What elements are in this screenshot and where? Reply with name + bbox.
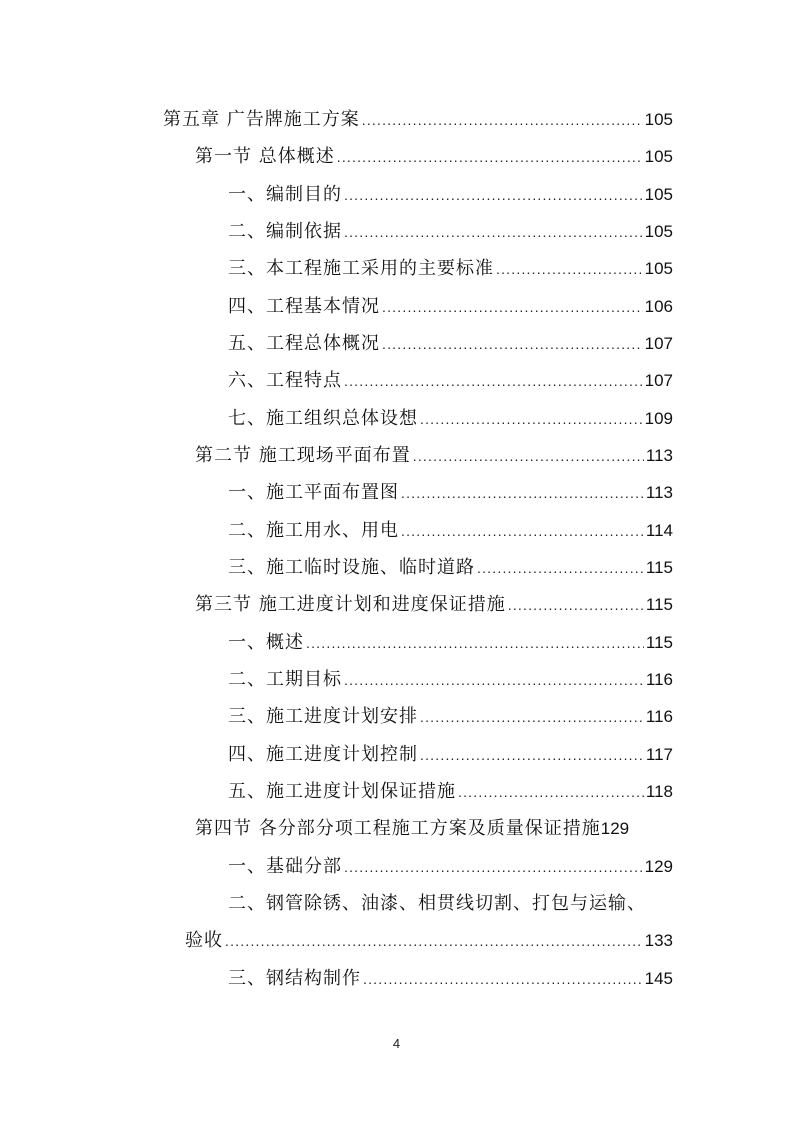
toc-entry[interactable] <box>228 516 673 546</box>
dot-leader <box>420 702 644 732</box>
toc-entry[interactable] <box>228 964 673 994</box>
dot-leader <box>401 516 644 546</box>
toc-entry-label: 五、工程总体概况 <box>228 333 380 354</box>
toc-entry-label: 第五章 广告牌施工方案 <box>163 109 360 130</box>
dot-leader <box>344 366 643 396</box>
toc-entry-label: 第四节 各分部分项工程施工方案及质量保证措施 <box>195 818 601 839</box>
toc-entry[interactable] <box>228 366 673 396</box>
toc-entry[interactable] <box>228 404 673 434</box>
toc-entry-page: 145 <box>644 969 673 988</box>
toc-entry-label: 三、本工程施工采用的主要标准 <box>228 258 494 279</box>
toc-entry[interactable] <box>228 329 673 359</box>
toc-entry[interactable] <box>228 553 673 583</box>
toc-entry-page: 105 <box>644 147 673 166</box>
dot-leader <box>362 105 643 135</box>
toc-entry-page: 105 <box>644 110 673 129</box>
toc-entry-page: 116 <box>645 670 673 689</box>
toc-entry-label: 四、施工进度计划控制 <box>228 744 418 765</box>
toc-entry-page: 129 <box>600 819 630 838</box>
dot-leader <box>458 777 644 807</box>
dot-leader <box>306 628 644 658</box>
toc-entry-page: 133 <box>644 931 673 950</box>
toc-entry-label: 四、工程基本情况 <box>228 296 380 317</box>
toc-entry-page: 113 <box>645 483 673 502</box>
toc-entry-chapter-5[interactable] <box>163 105 673 135</box>
toc-entry[interactable] <box>228 628 673 658</box>
toc-entry-section-3[interactable] <box>195 590 673 620</box>
dot-leader <box>382 292 643 322</box>
toc-entry-section-2[interactable] <box>195 441 673 471</box>
toc-entry-label: 二、钢管除锈、油漆、相贯线切割、打包与运输、 <box>228 893 646 914</box>
dot-leader <box>344 180 643 210</box>
toc-entry-page: 107 <box>644 334 673 353</box>
dot-leader <box>420 740 644 770</box>
toc-entry-label: 一、编制目的 <box>228 184 342 205</box>
toc-entry-label: 五、施工进度计划保证措施 <box>228 781 456 802</box>
toc-entry[interactable] <box>228 292 673 322</box>
toc-entry-label: 二、工期目标 <box>228 669 342 690</box>
toc-entry-page: 129 <box>644 857 673 876</box>
toc-entry[interactable] <box>228 777 673 807</box>
toc-entry[interactable] <box>228 702 673 732</box>
dot-leader <box>337 142 643 172</box>
dot-leader <box>477 553 644 583</box>
dot-leader <box>344 852 643 882</box>
toc-entry[interactable] <box>228 852 673 882</box>
toc-entry-label: 三、施工临时设施、临时道路 <box>228 557 475 578</box>
toc-entry-label: 第三节 施工进度计划和进度保证措施 <box>195 594 506 615</box>
toc-entry-label: 七、施工组织总体设想 <box>228 408 418 429</box>
toc-entry-label: 一、基础分部 <box>228 856 342 877</box>
toc-entry[interactable] <box>228 740 673 770</box>
page-number: 4 <box>392 1036 401 1051</box>
toc-entry-page: 105 <box>644 222 673 241</box>
toc-entry-page: 115 <box>645 633 673 652</box>
dot-leader <box>344 665 644 695</box>
toc-entry-wrapped[interactable] <box>228 889 673 919</box>
toc-entry-page: 105 <box>644 185 673 204</box>
toc-entry-page: 117 <box>645 745 673 764</box>
toc-entry[interactable] <box>228 180 673 210</box>
dot-leader <box>420 404 643 434</box>
dot-leader <box>413 441 644 471</box>
toc-entry-page: 118 <box>645 782 673 801</box>
toc-entry[interactable] <box>228 665 673 695</box>
toc-entry-label: 第二节 施工现场平面布置 <box>195 445 411 466</box>
toc-entry-page: 105 <box>644 259 673 278</box>
dot-leader <box>401 478 644 508</box>
toc-entry-label: 一、施工平面布置图 <box>228 482 399 503</box>
toc-entry-label: 三、施工进度计划安排 <box>228 706 418 727</box>
toc-entry-label: 第一节 总体概述 <box>195 146 335 167</box>
toc-entry-section-4[interactable] <box>195 814 673 844</box>
toc-entry-page: 113 <box>645 446 673 465</box>
toc-entry-label: 六、工程特点 <box>228 370 342 391</box>
toc-entry[interactable] <box>228 254 673 284</box>
toc-entry-label-continuation: 验收 <box>185 930 223 951</box>
toc-entry-page: 116 <box>645 707 673 726</box>
toc-entry-section-1[interactable] <box>195 142 673 172</box>
toc-entry-page: 115 <box>645 558 673 577</box>
toc-entry-wrapped-continuation[interactable] <box>185 926 673 956</box>
toc-entry-label: 三、钢结构制作 <box>228 968 361 989</box>
toc-entry-page: 107 <box>644 371 673 390</box>
toc-entry[interactable] <box>228 478 673 508</box>
toc-entry[interactable] <box>228 217 673 247</box>
toc-entry-label: 一、概述 <box>228 632 304 653</box>
dot-leader <box>363 964 643 994</box>
dot-leader <box>225 926 643 956</box>
dot-leader <box>496 254 643 284</box>
dot-leader <box>382 329 643 359</box>
toc-entry-page: 109 <box>644 409 673 428</box>
dot-leader <box>344 217 643 247</box>
dot-leader <box>508 590 644 620</box>
toc-entry-label: 二、施工用水、用电 <box>228 520 399 541</box>
toc-entry-page: 115 <box>645 595 673 614</box>
toc-entry-page: 114 <box>645 521 673 540</box>
toc-entry-label: 二、编制依据 <box>228 221 342 242</box>
toc-entry-page: 106 <box>644 297 673 316</box>
